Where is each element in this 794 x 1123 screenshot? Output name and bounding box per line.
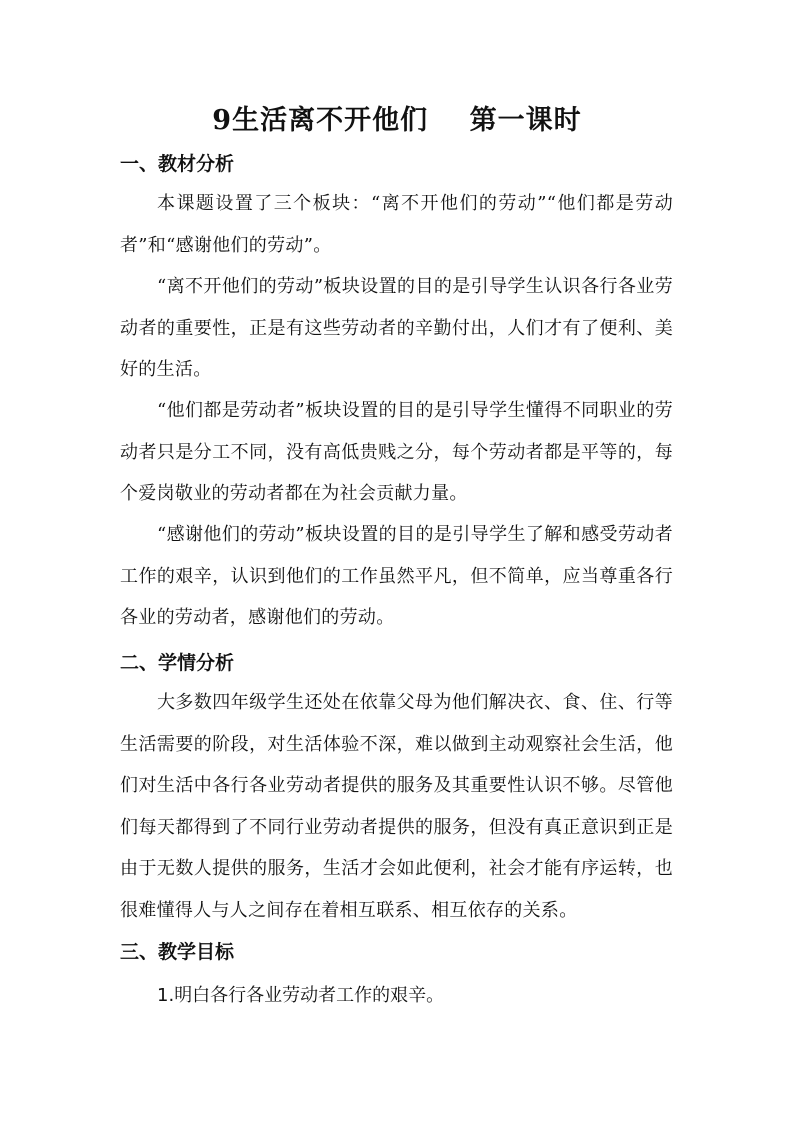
list-item-text: 明白各行各业劳动者工作的艰辛。 (174, 985, 445, 1006)
section-heading-learning-situation-analysis: 二、学情分析 (120, 652, 235, 674)
paragraph: “感谢他们的劳动”板块设置的目的是引导学生了解和感受劳动者工作的艰辛，认识到他们的工作虽然平凡，但不简单，应当尊重各行各业的劳动者，感谢他们的劳动。 (120, 524, 673, 628)
paragraph: 本课题设置了三个板块：“离不开他们的劳动”“他们都是劳动者”和“感谢他们的劳动”。 (120, 193, 673, 256)
section-heading-teaching-objectives: 三、教学目标 (120, 941, 235, 963)
section-heading-teaching-material-analysis: 一、教材分析 (120, 153, 235, 175)
paragraph: “离不开他们的劳动”板块设置的目的是引导学生认识各行各业劳动者的重要性，正是有这些劳动者的辛勤付出，人们才有了便利、美好的生活。 (120, 276, 673, 380)
document-title: 9生活离不开他们 第一课时 (212, 105, 582, 136)
paragraph: “他们都是劳动者”板块设置的目的是引导学生懂得不同职业的劳动者只是分工不同，没有高低贵贱之分，每个劳动者都是平等的，每个爱岗敬业的劳动者都在为社会贡献力量。 (120, 400, 673, 504)
paragraph: 大多数四年级学生还处在依靠父母为他们解决衣、食、住、行等生活需要的阶段，对生活体验不深，难以做到主动观察社会生活，他们对生活中各行各业劳动者提供的服务及其重要性认识不够。尽管他们每天都得到了不同行业劳动者提供的服务，但没有真正意识到正是由于无数人提供的服务，生活才会如此便利，社会才能有序运转，也很难懂得人与人之间存在着相互联系、相互依存的关系。 (120, 692, 673, 921)
list-item (157, 981, 444, 1007)
list-item-number: 1. (157, 985, 175, 1006)
